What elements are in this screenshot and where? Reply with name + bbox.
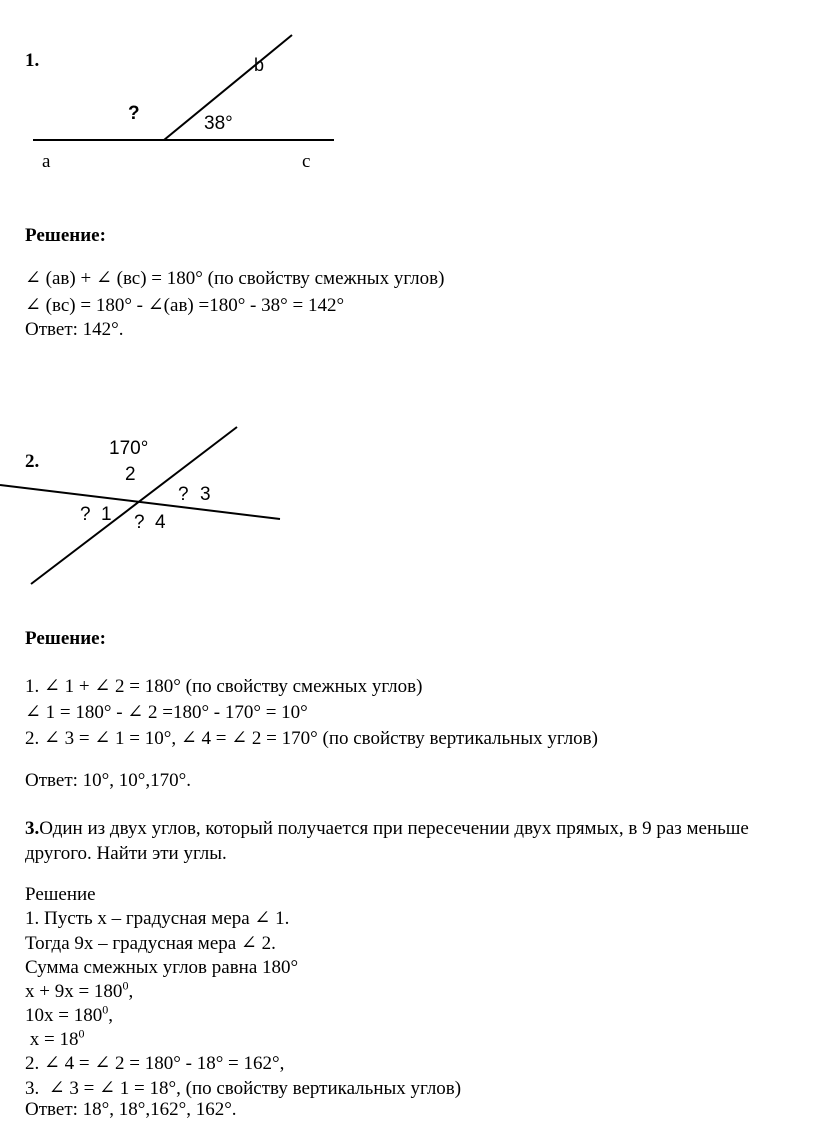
problem2-number: 2. xyxy=(25,451,40,472)
solution2-line: ∠ 1 = 180° - ∠ 2 =180° - 170° = 10° xyxy=(25,702,308,723)
solution1-line: ∠ (ав) + ∠ (вс) = 180° (по свойству смежных углов) xyxy=(25,268,445,289)
label-q1: ? xyxy=(80,504,91,525)
label-angle-3: 3 xyxy=(200,484,211,505)
label-c: c xyxy=(302,151,311,172)
eq1-degree: 0 xyxy=(122,978,129,993)
solution3-line: Сумма смежных углов равна 180° xyxy=(25,957,299,978)
label-angle-2: 2 xyxy=(125,464,136,485)
equation-3 xyxy=(25,1028,84,1052)
solution1-answer: Ответ: 142°. xyxy=(25,319,124,340)
eq2-base: 10х = 180 xyxy=(25,1005,103,1026)
solution2-line: 1. ∠ 1 + ∠ 2 = 180° (по свойству смежных углов) xyxy=(25,676,423,697)
label-q4: ? xyxy=(134,512,145,533)
solution3-line: 1. Пусть х – градусная мера ∠ 1. xyxy=(25,908,290,929)
solution1-line: ∠ (вс) = 180° - ∠(ав) =180° - 38° = 142° xyxy=(25,295,345,316)
eq1-tail: , xyxy=(128,981,134,1002)
label-angle-38: 38° xyxy=(204,113,233,134)
label-angle-4: 4 xyxy=(155,512,166,533)
label-b: b xyxy=(254,55,265,75)
equation-1 xyxy=(25,980,133,1004)
solution3-line: 3. ∠ 3 = ∠ 1 = 18°, (по свойству вертикальных углов) xyxy=(25,1078,462,1099)
eq3-base: х = 18 xyxy=(25,1029,79,1050)
equation-2 xyxy=(25,1004,113,1028)
solution3-line: 2. ∠ 4 = ∠ 2 = 180° - 18° = 162°, xyxy=(25,1053,285,1074)
problem3-statement-cont: другого. Найти эти углы. xyxy=(25,843,227,864)
solution2-line: 2. ∠ 3 = ∠ 1 = 10°, ∠ 4 = ∠ 2 = 170° (по свойству вертикальных углов) xyxy=(25,728,598,749)
label-unknown-angle: ? xyxy=(128,103,140,124)
eq1-base: х + 9х = 180 xyxy=(25,981,123,1002)
solution3-answer: Ответ: 18°, 18°,162°, 162°. xyxy=(25,1099,237,1120)
eq3-degree: 0 xyxy=(78,1026,85,1041)
label-angle-1: 1 xyxy=(101,504,112,525)
problem3-statement xyxy=(25,817,749,841)
problem3-text: Один из двух углов, который получается при пересечении двух прямых, в 9 раз меньше xyxy=(39,818,749,839)
solution1-title: Решение: xyxy=(25,225,106,246)
label-q3: ? xyxy=(178,484,189,505)
eq2-degree: 0 xyxy=(102,1002,109,1017)
solution2-answer: Ответ: 10°, 10°,170°. xyxy=(25,770,191,791)
problem1-number: 1. xyxy=(25,50,40,71)
solution2-title: Решение: xyxy=(25,628,106,649)
eq2-tail: , xyxy=(108,1005,113,1026)
label-a: a xyxy=(42,151,51,172)
problem3-number: 3. xyxy=(25,818,40,839)
solution3-title: Решение xyxy=(25,884,96,905)
solution3-line: Тогда 9х – градусная мера ∠ 2. xyxy=(25,933,276,954)
label-angle-170: 170° xyxy=(109,438,149,459)
